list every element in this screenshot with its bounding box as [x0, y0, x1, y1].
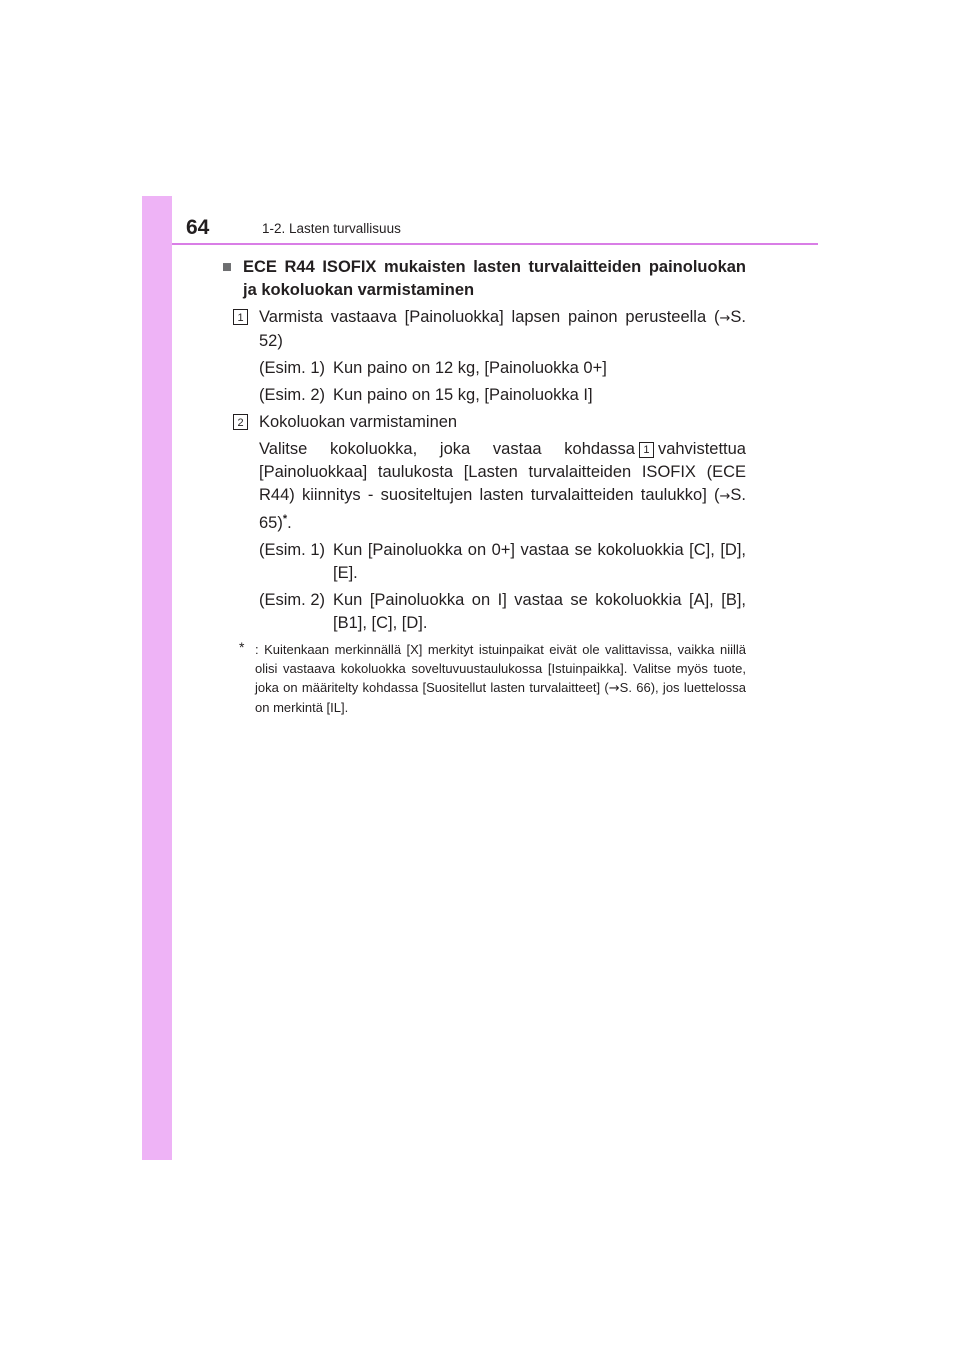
step-2-title: Kokoluokan varmistaminen — [259, 413, 458, 431]
example-text: Kun paino on 12 kg, [Painoluokka 0+] — [333, 359, 607, 377]
example-1 — [259, 539, 746, 585]
page-reference: S. 65) — [259, 486, 746, 532]
example-label: (Esim. 2) — [259, 386, 325, 404]
example-label: (Esim. 1) — [259, 541, 325, 559]
step-1 — [222, 306, 746, 407]
footnote — [222, 640, 746, 717]
arrow-right-icon: → — [719, 489, 731, 504]
example-2 — [259, 589, 746, 635]
header-divider — [172, 243, 818, 245]
footnote-mark: * — [239, 639, 245, 655]
example-1 — [259, 357, 746, 380]
step-2 — [222, 411, 746, 635]
step-2-text — [259, 438, 746, 535]
square-bullet-icon: ■ — [222, 258, 232, 276]
subsection-heading — [222, 256, 746, 302]
step-number-badge: 2 — [233, 414, 248, 430]
footnote-star: * — [282, 513, 288, 525]
main-content — [222, 256, 746, 717]
sentence-period: . — [287, 514, 292, 532]
step-number-badge: 1 — [233, 309, 248, 325]
example-text: Kun paino on 15 kg, [Painoluokka I] — [333, 386, 593, 404]
step-2-text-b: vahvistettua [Painoluokkaa] taulukosta [Lasten turvalaitteiden ISOFIX (ECE R44) kiinnitys - suositeltujen lasten turvalaitteiden taulukko] ( — [259, 440, 746, 504]
example-2 — [259, 384, 746, 407]
example-text: Kun [Painoluokka on 0+] vastaa se kokoluokkia [C], [D], [E]. — [333, 541, 746, 582]
subsection-heading-text: ECE R44 ISOFIX mukaisten lasten turvalaitteiden painoluokan ja kokoluokan varmistaminen — [243, 258, 746, 299]
page-reference: S. 52) — [259, 308, 746, 350]
side-tab-bar — [142, 196, 172, 1160]
step-1-text — [259, 306, 746, 353]
footnote-text-b: S. 66), jos luettelossa on merkintä [IL]. — [255, 680, 746, 715]
inline-step-badge: 1 — [639, 442, 654, 458]
section-title: 1-2. Lasten turvallisuus — [262, 221, 401, 236]
page-number: 64 — [186, 216, 210, 239]
page-header — [172, 196, 818, 246]
step-1-text-main: Varmista vastaava [Painoluokka] lapsen painon perusteella ( — [259, 308, 720, 326]
example-text: Kun [Painoluokka on I] vastaa se kokoluokkia [A], [B], [B1], [C], [D]. — [333, 591, 746, 632]
example-label: (Esim. 1) — [259, 359, 325, 377]
arrow-right-icon: → — [608, 681, 620, 696]
footnote-text-a: : Kuitenkaan merkinnällä [X] merkityt istuinpaikat eivät ole valittavissa, vaikka niillä olisi vastaava kokoluokka soveltuvuustaulukossa [Istuinpaikka]. Valitse myös tuote, joka on määritelty kohdassa [Suositellut lasten turvalaitteet] ( — [255, 642, 746, 695]
arrow-right-icon: → — [719, 311, 731, 326]
example-label: (Esim. 2) — [259, 591, 325, 609]
step-2-text-a: Valitse kokoluokka, joka vastaa kohdassa — [259, 440, 635, 458]
